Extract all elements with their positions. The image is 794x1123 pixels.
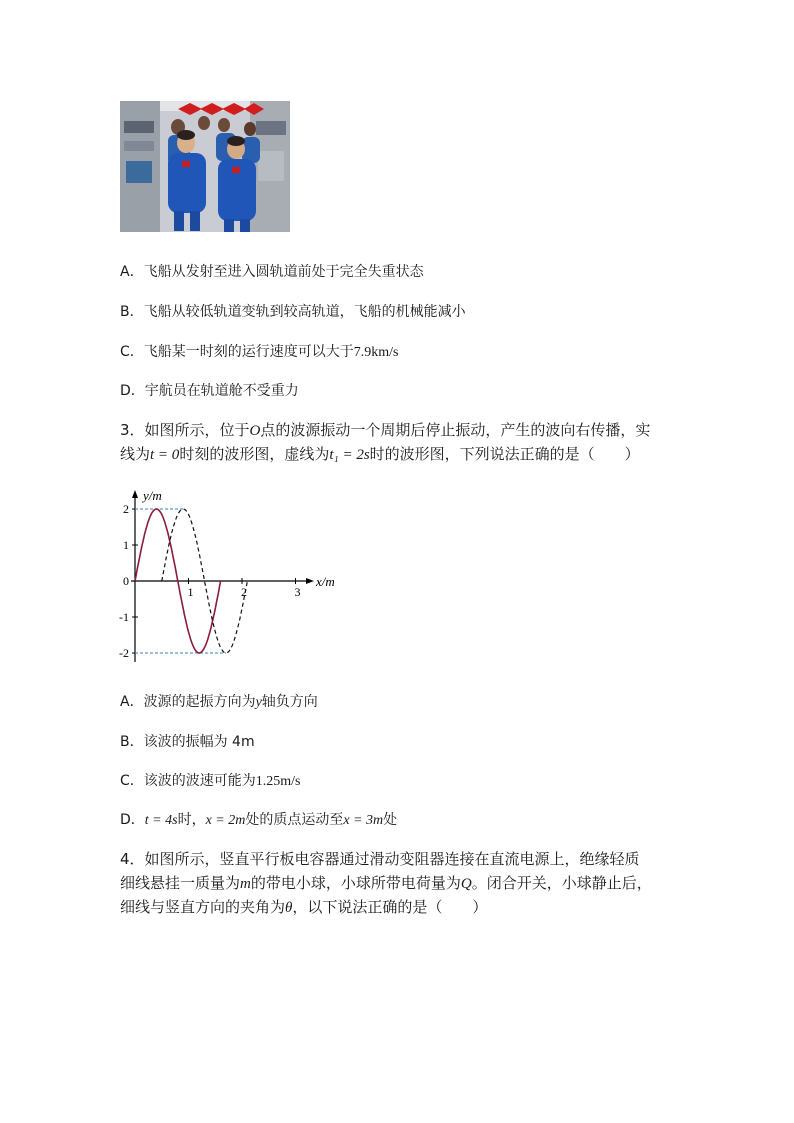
q3-option-d-t: t = 4s xyxy=(144,813,178,828)
y-tick-label: 2 xyxy=(123,502,129,516)
q3-option-d xyxy=(120,810,397,831)
q3-option-d-text: D． xyxy=(120,812,145,828)
q4-stem-line3 xyxy=(120,895,487,920)
q4-stem-line1: 4．如图所示，竖直平行板电容器通过滑动变阻器连接在直流电源上，绝缘轻质 xyxy=(120,850,640,868)
astronauts-photo xyxy=(120,101,290,232)
q4-mass-m: m xyxy=(240,876,251,892)
q3-stem-text: 时的波形图，下列说法正确的是（ ） xyxy=(369,445,640,463)
q3-stem-text: 点的波源振动一个周期后停止振动，产生的波向右传播，实 xyxy=(260,421,651,439)
q3-option-c-text: C．该波的波速可能为 xyxy=(120,773,256,789)
q4-charge-q: Q xyxy=(460,876,472,892)
y-axis-label: y/m xyxy=(143,488,162,503)
x-tick-label: 1 xyxy=(187,585,194,599)
q3-option-b: B．该波的振幅为 4m xyxy=(120,734,255,750)
q3-option-a xyxy=(120,692,318,713)
q3-option-d-text: 时， xyxy=(177,812,206,828)
q3-option-c-value: 1.25m/s xyxy=(255,774,301,789)
q4-stem-text: 细线与竖直方向的夹角为 xyxy=(120,898,286,916)
q2-option-a: A．飞船从发射至进入圆轨道前处于完全失重状态 xyxy=(120,264,424,280)
y-tick-label: 0 xyxy=(123,574,129,588)
x-axis-arrow xyxy=(306,578,314,584)
q3-t0: t = 0 xyxy=(150,447,180,463)
q3-option-d-text: 处的质点运动至 xyxy=(245,812,344,828)
q2-option-c xyxy=(120,342,399,363)
q2-option-c-value: 7.9km/s xyxy=(353,345,399,360)
q3-stem-text: 线为 xyxy=(120,445,151,463)
y-tick-label: -2 xyxy=(119,646,129,660)
q3-stem-text: 时刻的波形图，虚线为 xyxy=(179,445,330,463)
q3-option-d-x1: x = 2m xyxy=(205,813,246,828)
q3-option-c xyxy=(120,771,301,792)
q3-option-a-text: A．波源的起振方向为 xyxy=(120,694,256,710)
q3-option-d-text: 处 xyxy=(383,812,398,828)
q3-stem-line1 xyxy=(120,418,650,443)
q3-t1: t₁ = 2s xyxy=(329,447,370,463)
x-tick-label: 2 xyxy=(241,585,247,599)
x-axis-label: x/m xyxy=(316,574,335,589)
q3-stem-text: 3．如图所示，位于 xyxy=(120,421,250,439)
q4-stem-text: 细线悬挂一质量为 xyxy=(120,874,241,892)
q2-option-b: B．飞船从较低轨道变轨到较高轨道，飞船的机械能减小 xyxy=(120,304,466,320)
q4-stem-text: ，以下说法正确的是（ ） xyxy=(292,898,488,916)
q4-stem-text: 。闭合开关，小球静止后， xyxy=(471,874,652,892)
q3-option-a-text: 轴负方向 xyxy=(261,694,318,710)
q3-option-d-x2: x = 3m xyxy=(343,813,384,828)
q4-angle-theta: θ xyxy=(285,900,293,916)
q2-option-c-text: C．飞船某一时刻的运行速度可以大于 xyxy=(120,344,354,360)
wave-graph xyxy=(110,486,360,671)
x-tick-label: 3 xyxy=(294,585,301,599)
q3-option-a-y: y xyxy=(255,695,262,710)
y-axis-arrow xyxy=(132,490,138,498)
q3-stem-line2 xyxy=(120,442,640,467)
y-tick-label: 1 xyxy=(123,538,129,552)
y-tick-label: -1 xyxy=(119,610,129,624)
q3-point-o: O xyxy=(249,423,261,439)
q2-option-d: D．宇航员在轨道舱不受重力 xyxy=(120,383,299,399)
q4-stem-text: 的带电小球，小球所带电荷量为 xyxy=(250,874,461,892)
q4-stem-line2 xyxy=(120,871,652,896)
astronauts-photo-drawing xyxy=(120,101,290,232)
